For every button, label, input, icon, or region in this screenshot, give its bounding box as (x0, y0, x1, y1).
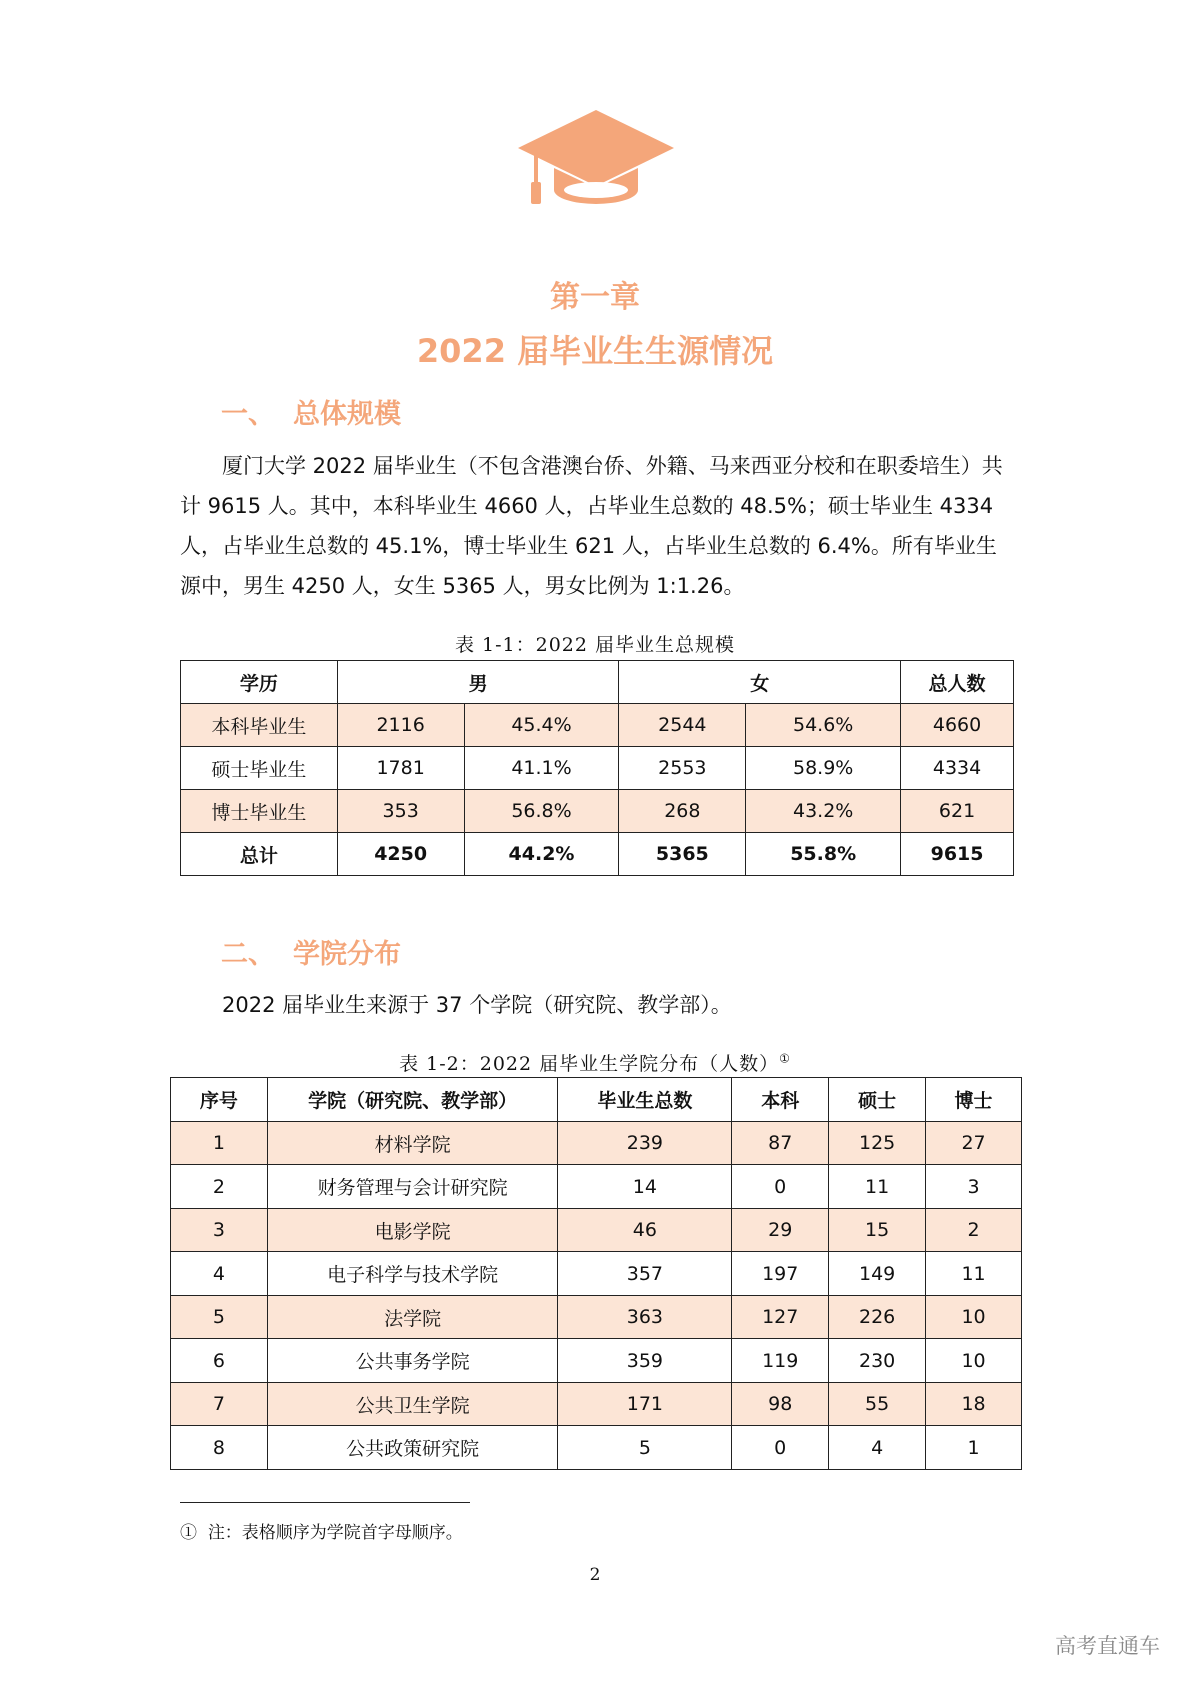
header-cell: 序号 (171, 1078, 268, 1122)
table-cell: 27 (926, 1122, 1022, 1165)
table-cell: 3 (926, 1165, 1022, 1209)
table-cell: 46 (558, 1209, 732, 1252)
section-number: 一、 (221, 399, 275, 430)
table-cell: 公共卫生学院 (267, 1383, 558, 1426)
footnote-ref: ① (779, 1051, 791, 1066)
chapter-number: 第一章 (550, 280, 640, 315)
table-cell: 56.8% (464, 790, 619, 833)
table-cell: 电子科学与技术学院 (267, 1252, 558, 1296)
table-cell: 1 (171, 1122, 268, 1165)
table-cell: 98 (732, 1383, 829, 1426)
watermark: 高考直通车 (1055, 1634, 1160, 1658)
header-cell: 博士 (926, 1078, 1022, 1122)
table-cell: 11 (829, 1165, 926, 1209)
table-cell: 总计 (181, 833, 338, 876)
table-row (171, 1339, 1022, 1383)
table-cell: 2 (171, 1165, 268, 1209)
table-row (171, 1252, 1022, 1296)
table-cell: 2553 (619, 747, 746, 790)
chapter-title: 2022 届毕业生生源情况 (416, 332, 774, 370)
table-cell: 5365 (619, 833, 746, 876)
table-cell: 0 (732, 1426, 829, 1470)
table-row (171, 1165, 1022, 1209)
table-cell: 226 (829, 1296, 926, 1339)
footnote-divider (180, 1502, 470, 1503)
header-cell: 女 (619, 661, 901, 704)
table-header-row (171, 1078, 1022, 1122)
table2-caption-text: 表 1-2：2022 届毕业生学院分布（人数） (399, 1053, 780, 1075)
table-cell: 电影学院 (267, 1209, 558, 1252)
table-cell: 54.6% (746, 704, 901, 747)
table-row (181, 747, 1014, 790)
table-cell: 博士毕业生 (181, 790, 338, 833)
table-cell: 18 (926, 1383, 1022, 1426)
section-number: 二、 (221, 939, 275, 970)
table-cell: 3 (171, 1209, 268, 1252)
table-cell: 239 (558, 1122, 732, 1165)
table-cell: 硕士毕业生 (181, 747, 338, 790)
table-cell: 45.4% (464, 704, 619, 747)
section-heading-colleges (221, 932, 401, 971)
table-cell: 0 (732, 1165, 829, 1209)
table-cell: 171 (558, 1383, 732, 1426)
table-row (181, 704, 1014, 747)
overview-paragraph (180, 446, 1012, 606)
table-cell: 41.1% (464, 747, 619, 790)
table-cell: 55.8% (746, 833, 901, 876)
table2-caption (0, 1049, 1190, 1076)
table-row (171, 1426, 1022, 1470)
table-cell: 353 (337, 790, 464, 833)
table-cell: 4 (171, 1252, 268, 1296)
table-cell: 7 (171, 1383, 268, 1426)
table-cell: 11 (926, 1252, 1022, 1296)
table-row (171, 1383, 1022, 1426)
overview-text: 厦门大学 2022 届毕业生（不包含港澳台侨、外籍、马来西亚分校和在职委培生）共计 9615 人。其中，本科毕业生 4660 人，占毕业生总数的 48.5%；硕士毕业生 4334 人，占毕业生总数的 45.1%，博士毕业生 621 人，占毕业生总数的 6.4%。所有毕业生源中，男生 4250 人，女生 5365 人，男女比例为 1:1.26。 (180, 454, 1003, 598)
table-cell: 8 (171, 1426, 268, 1470)
table-cell: 119 (732, 1339, 829, 1383)
header-cell: 学院（研究院、教学部） (267, 1078, 558, 1122)
table-cell: 14 (558, 1165, 732, 1209)
table-cell: 44.2% (464, 833, 619, 876)
header-cell: 硕士 (829, 1078, 926, 1122)
table-row (171, 1296, 1022, 1339)
footnote (180, 1518, 463, 1543)
table-cell: 230 (829, 1339, 926, 1383)
table-cell: 6 (171, 1339, 268, 1383)
table-cell: 621 (901, 790, 1014, 833)
table-cell: 29 (732, 1209, 829, 1252)
table-cell: 149 (829, 1252, 926, 1296)
table-cell: 15 (829, 1209, 926, 1252)
table-cell: 357 (558, 1252, 732, 1296)
table-cell: 55 (829, 1383, 926, 1426)
table-row (171, 1122, 1022, 1165)
table-cell: 材料学院 (267, 1122, 558, 1165)
header-cell: 学历 (181, 661, 338, 704)
table-cell: 363 (558, 1296, 732, 1339)
table-cell: 1 (926, 1426, 1022, 1470)
table-cell: 10 (926, 1339, 1022, 1383)
table-cell: 1781 (337, 747, 464, 790)
table-cell: 公共事务学院 (267, 1339, 558, 1383)
footnote-mark: ① (180, 1523, 197, 1543)
graduate-scale-table (180, 660, 1014, 876)
table-cell: 58.9% (746, 747, 901, 790)
table-cell: 125 (829, 1122, 926, 1165)
table-cell: 43.2% (746, 790, 901, 833)
page-number: 2 (589, 1565, 601, 1585)
header-cell: 男 (337, 661, 619, 704)
table-cell: 9615 (901, 833, 1014, 876)
section-heading-overall (221, 392, 401, 431)
table-row (181, 790, 1014, 833)
table-cell: 268 (619, 790, 746, 833)
table-cell: 5 (171, 1296, 268, 1339)
table-cell: 4334 (901, 747, 1014, 790)
table-row (171, 1209, 1022, 1252)
header-cell: 总人数 (901, 661, 1014, 704)
table-cell: 10 (926, 1296, 1022, 1339)
table-cell: 2544 (619, 704, 746, 747)
table-cell: 2116 (337, 704, 464, 747)
graduation-cap-icon (516, 110, 676, 215)
table-cell: 法学院 (267, 1296, 558, 1339)
table-header-row (181, 661, 1014, 704)
table-total-row (181, 833, 1014, 876)
header-cell: 本科 (732, 1078, 829, 1122)
table-cell: 4660 (901, 704, 1014, 747)
footnote-text: 注：表格顺序为学院首字母顺序。 (207, 1523, 463, 1543)
table-cell: 87 (732, 1122, 829, 1165)
college-distribution-table (170, 1077, 1022, 1470)
header-cell: 毕业生总数 (558, 1078, 732, 1122)
college-paragraph (180, 985, 1012, 1025)
table-cell: 5 (558, 1426, 732, 1470)
table-cell: 4 (829, 1426, 926, 1470)
section-title: 总体规模 (293, 399, 401, 430)
table-cell: 2 (926, 1209, 1022, 1252)
table-cell: 4250 (337, 833, 464, 876)
table-cell: 公共政策研究院 (267, 1426, 558, 1470)
table-cell: 359 (558, 1339, 732, 1383)
table-cell: 财务管理与会计研究院 (267, 1165, 558, 1209)
table1-caption: 表 1-1：2022 届毕业生总规模 (454, 634, 736, 656)
college-text: 2022 届毕业生来源于 37 个学院（研究院、教学部）。 (222, 993, 732, 1017)
table-cell: 本科毕业生 (181, 704, 338, 747)
table-cell: 197 (732, 1252, 829, 1296)
table-cell: 127 (732, 1296, 829, 1339)
section-title: 学院分布 (293, 939, 401, 970)
